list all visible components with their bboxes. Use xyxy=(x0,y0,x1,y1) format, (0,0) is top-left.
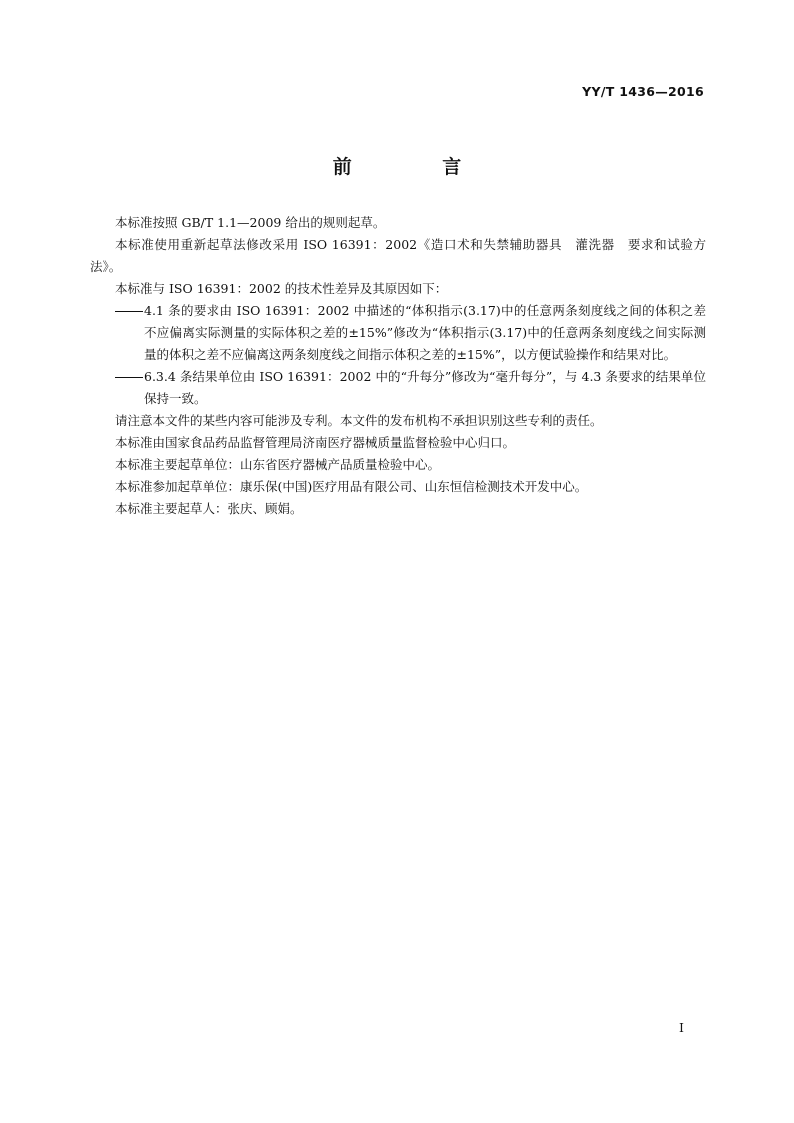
foreword-body xyxy=(90,212,706,520)
standard-code: YY/T 1436—2016 xyxy=(582,84,704,99)
paragraph-differences-intro: 本标准与 ISO 16391：2002 的技术性差异及其原因如下： xyxy=(115,281,448,296)
paragraph-main-drafters: 本标准主要起草人：张庆、顾娟。 xyxy=(115,501,303,516)
paragraph-centralized-by: 本标准由国家食品药品监督管理局济南医疗器械质量监督检验中心归口。 xyxy=(115,435,516,450)
difference-item-1 xyxy=(90,300,706,366)
difference-item-2-text: 6.3.4 条结果单位由 ISO 16391：2002 中的“升每分”修改为“毫升每分”，与 4.3 条要求的结果单位保持一致。 xyxy=(144,369,706,406)
difference-item-1-text: 4.1 条的要求由 ISO 16391：2002 中描述的“体积指示(3.17)中的任意两条刻度线之间的体积之差不应偏离实际测量的实际体积之差的±15%”修改为“体积指示(3.17)中的任意两条刻度线之间实际测量的体积之差不应偏离这两条刻度线之间指示体积之差的±15%”，以方便试验操作和结果对比。 xyxy=(144,303,706,362)
page-title: 前 言 xyxy=(332,156,504,178)
paragraph-adoption-method: 本标准使用重新起草法修改采用 ISO 16391：2002《造口术和失禁辅助器具 灌洗器 要求和试验方法》。 xyxy=(90,237,706,274)
paragraph-main-drafting-unit: 本标准主要起草单位：山东省医疗器械产品质量检验中心。 xyxy=(115,457,441,472)
paragraph-patent-notice: 请注意本文件的某些内容可能涉及专利。本文件的发布机构不承担识别这些专利的责任。 xyxy=(115,413,603,428)
page-number: I xyxy=(679,1020,684,1035)
difference-item-2 xyxy=(90,366,706,410)
paragraph-drafting-rules: 本标准按照 GB/T 1.1—2009 给出的规则起草。 xyxy=(115,215,386,230)
paragraph-participating-units: 本标准参加起草单位：康乐保(中国)医疗用品有限公司、山东恒信检测技术开发中心。 xyxy=(115,479,588,494)
